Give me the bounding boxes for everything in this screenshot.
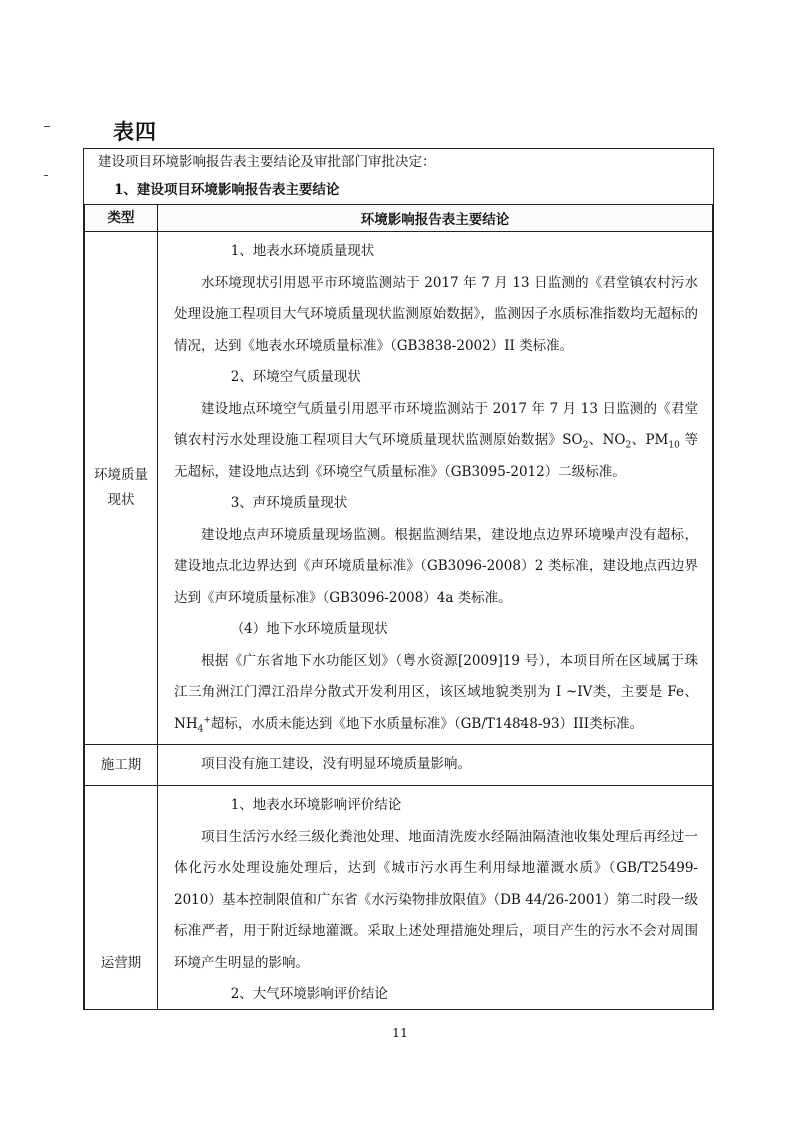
header-conclusion: 环境影响报告表主要结论 — [158, 205, 713, 232]
surface-water-impact-text: 项目生活污水经三级化粪池处理、地面清洗废水经隔油隔渣池收集处理后再经过一体化污水处理设施处理后，达到《城市污水再生利用绿地灌溉水质》（GB/T25499-2010）基本控制限值和广东省《水污染物排放限值》（DB 44/26-2001）第二时段一级标准严者，用于附近绿地灌溉。采取上述处理措施处理后，项目产生的污水不会对周围环境产生明显的影响。 — [174, 828, 698, 971]
construction-text: 项目没有施工建设，没有明显环境质量影响。 — [201, 756, 471, 773]
intro-line: 建设项目环境影响报告表主要结论及审批部门审批决定： — [98, 154, 436, 170]
content-environment — [158, 232, 713, 745]
air-quality-title: 2、环境空气质量现状 — [230, 369, 361, 385]
report-frame — [83, 148, 714, 1010]
conclusion-table — [84, 204, 713, 1010]
table-row-environment — [85, 232, 713, 745]
scan-artifact — [44, 175, 48, 176]
surface-water-title: 1、地表水环境质量现状 — [230, 243, 375, 259]
category-construction: 施工期 — [85, 745, 158, 786]
table-header-row — [85, 205, 713, 232]
air-quality-text: 建设地点环境空气质量引用恩平市环境监测站于 2017 年 7 月 13 日监测的《君堂镇农村污水处理设施工程项目大气环境质量现状监测原始数据》$SO_2$、$NO_2$、$PM_{10}$ 等无超标，建设地点达到《环境空气质量标准》（GB3095-2012）二级标准。 — [174, 400, 698, 480]
scan-artifact — [44, 126, 50, 127]
noise-text: 建设地点声环境质量现场监测。根据监测结果，建设地点边界环境噪声没有超标，建设地点北边界达到《声环境质量标准》（GB3096-2008）2 类标准，建设地点西边界达到《声环境质量标准》（GB3096-2008）4a 类标准。 — [174, 526, 698, 606]
groundwater-title: （4）地下水环境质量现状 — [230, 621, 388, 637]
section-title: 1、建设项目环境影响报告表主要结论 — [114, 182, 340, 198]
content-construction — [158, 745, 713, 786]
air-impact-title: 2、大气环境影响评价结论 — [230, 986, 388, 1002]
table-row-operation — [85, 786, 713, 1011]
page-number: 11 — [392, 1025, 408, 1040]
category-operation: 运营期 — [85, 786, 158, 1011]
surface-water-impact-title: 1、地表水环境影响评价结论 — [230, 797, 402, 813]
groundwater-text: 根据《广东省地下水功能区划》（粤水资源[2009]19 号），本项目所在区域属于珠江三角洲江门潭江沿岸分散式开发利用区，该区域地貌类别为 I ~IV类，主要是 Fe、$NH_4^+$超标，水质未能达到《地下水质量标准》（GB/T14848-93）III类标准。 — [174, 652, 698, 735]
noise-title: 3、声环境质量现状 — [230, 495, 348, 511]
surface-water-text: 水环境现状引用恩平市环境监测站于 2017 年 7 月 13 日监测的《君堂镇农村污水处理设施工程项目大气环境质量现状监测原始数据》，监测因子水质标准指数均无超标的情况，达到《地表水环境质量标准》（GB3838-2002）II 类标准。 — [174, 274, 698, 354]
content-operation — [158, 786, 713, 1011]
page-heading: 表四 — [113, 119, 157, 144]
category-environment: 环境质量现状 — [85, 232, 158, 745]
table-row-construction — [85, 745, 713, 786]
header-type: 类型 — [85, 205, 158, 232]
